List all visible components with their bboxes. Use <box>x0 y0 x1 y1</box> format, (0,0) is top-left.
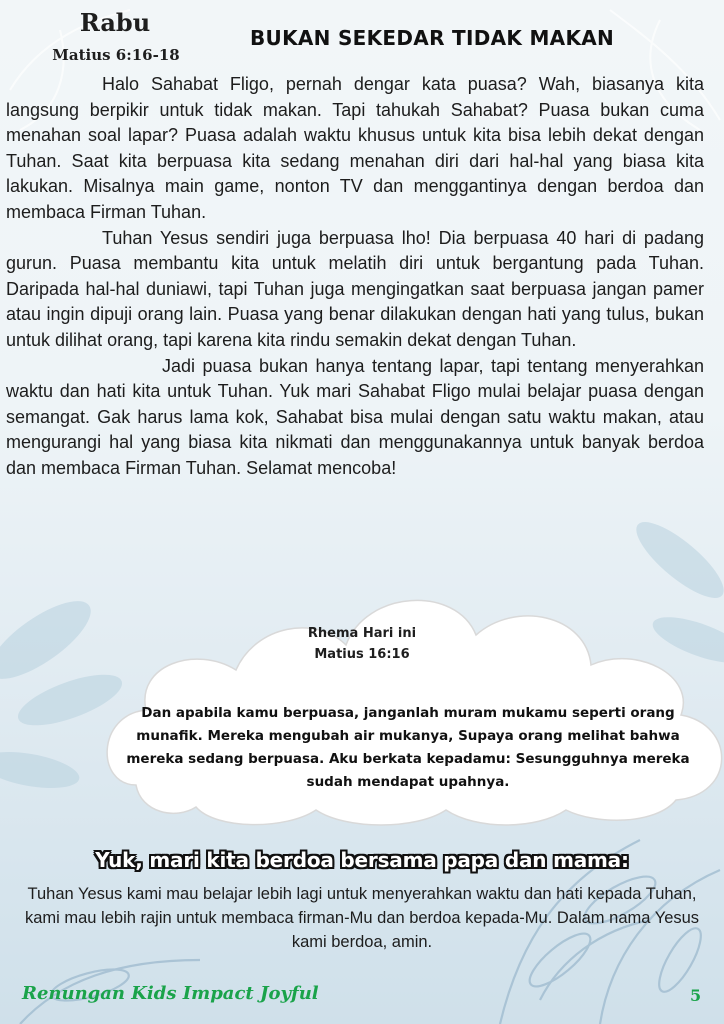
verse-reference: Matius 6:16-18 <box>52 46 180 64</box>
rhema-title: Rhema Hari ini <box>307 626 417 641</box>
devotional-body <box>6 72 704 482</box>
day-label: Rabu <box>79 8 151 37</box>
paragraph-1: Halo Sahabat Fligo, pernah dengar kata puasa? Wah, biasanya kita langsung berpikir untuk tidak makan. Tapi tahukah Sahabat? Puasa bukan cuma menahan soal lapar? Puasa adalah waktu khusus untuk kita bisa lebih dekat dengan Tuhan. Saat kita berpuasa kita sedang menahan diri dari hal-hal yang biasa kita lakukan. Misalnya main game, nonton TV dan menggantinya dengan berdoa dan membaca Firman Tuhan. <box>6 74 704 222</box>
rhema-verse: Dan apabila kamu berpuasa, janganlah muram mukamu seperti orang munafik. Mereka mengubah air mukanya, Supaya orang melihat bahwa mereka sedang berpuasa. Aku berkata kepadamu: Sesungguhnya mereka sudah mendapat upahnya. <box>126 705 690 790</box>
page-header <box>0 0 724 70</box>
prayer-text: Tuhan Yesus kami mau belajar lebih lagi untuk menyerahkan waktu dan hati kepada Tuhan, kami mau lebih rajin untuk membaca firman-Mu dan berdoa kepada-Mu. Dalam nama Yesus kami berdoa, amin. <box>24 885 700 951</box>
paragraph-2: Tuhan Yesus sendiri juga berpuasa lho! Dia berpuasa 40 hari di padang gurun. Puasa membantu kita untuk melatih diri untuk bergantung pada Tuhan. Daripada hal-hal duniawi, tapi Tuhan juga mengingatkan saat berpuasa jangan pamer atau ingin dipuji orang lain. Puasa yang benar dilakukan dengan hati yang tulus, bukan untuk dilihat orang, tapi karena kita rindu semakin dekat dengan Tuhan. <box>6 227 704 350</box>
prayer-heading: Yuk, mari kita berdoa bersama papa dan mama: <box>95 848 629 872</box>
page-title: BUKAN SEKEDAR TIDAK MAKAN <box>250 26 615 50</box>
footer-brand: Renungan Kids Impact Joyful <box>22 983 319 1004</box>
rhema-reference: Matius 16:16 <box>314 647 410 662</box>
page-number: 5 <box>690 986 702 1005</box>
paragraph-3: Jadi puasa bukan hanya tentang lapar, tapi tentang menyerahkan waktu dan hati kita untuk Tuhan. Yuk mari Sahabat Fligo mulai belajar puasa dengan semangat. Gak harus lama kok, Sahabat bisa mulai dengan satu waktu makan, atau mengurangi hal yang biasa kita nikmati dan menggunakannya untuk banyak berdoa dan membaca Firman Tuhan. Selamat mencoba! <box>6 355 704 478</box>
